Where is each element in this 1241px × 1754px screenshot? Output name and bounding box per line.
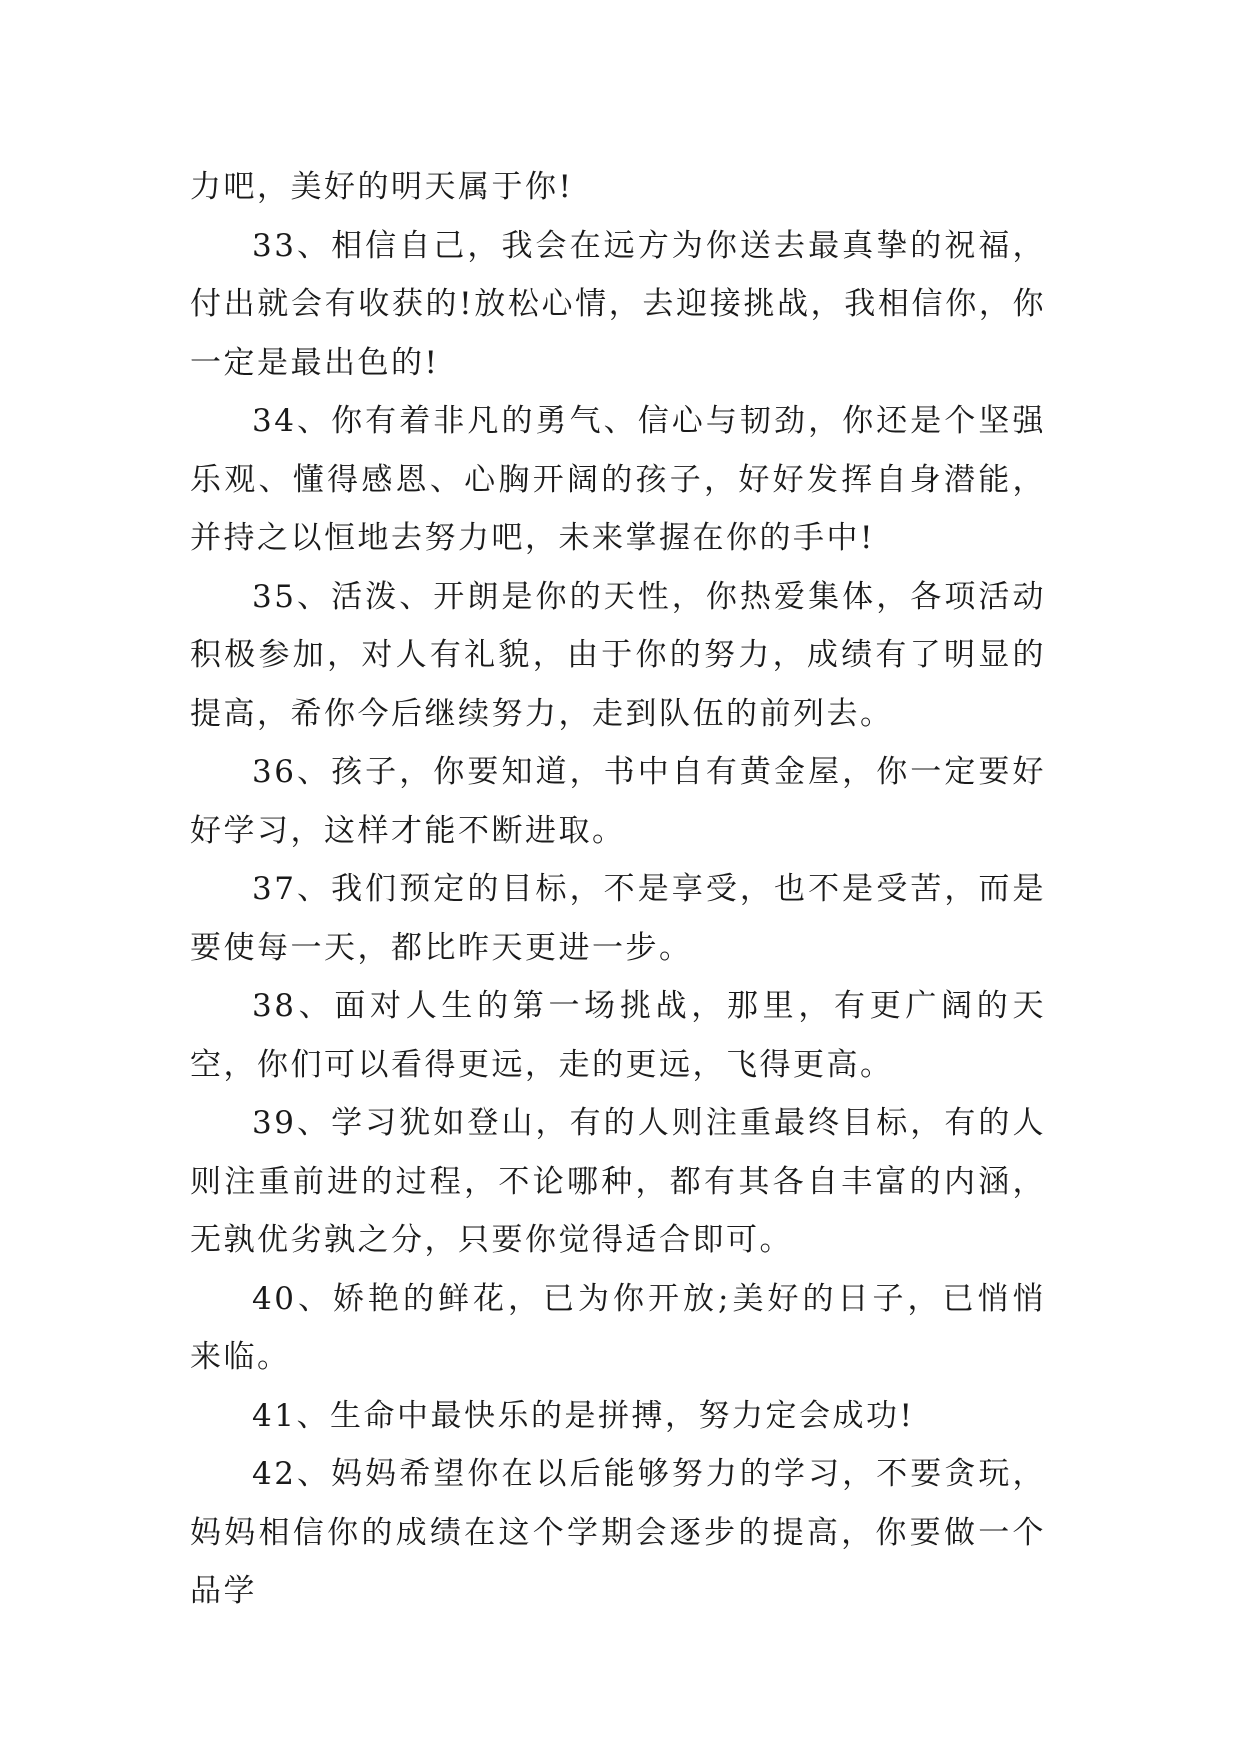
paragraph-40: 40、娇艳的鲜花，已为你开放;美好的日子，已悄悄来临。 (190, 1280, 1046, 1375)
paragraph-41: 41、生命中最快乐的是拼搏，努力定会成功! (252, 1397, 915, 1434)
paragraph-38: 38、面对人生的第一场挑战，那里，有更广阔的天空，你们可以看得更远，走的更远，飞得更高。 (190, 988, 1046, 1083)
paragraph-35: 35、活泼、开朗是你的天性，你热爱集体，各项活动积极参加，对人有礼貌，由于你的努力，成绩有了明显的提高，希你今后继续努力，走到队伍的前列去。 (190, 578, 1046, 732)
paragraph-37: 37、我们预定的目标，不是享受，也不是受苦，而是要使每一天，都比昨天更进一步。 (190, 871, 1046, 966)
paragraph-39: 39、学习犹如登山，有的人则注重最终目标，有的人则注重前进的过程，不论哪种，都有其各自丰富的内涵，无孰优劣孰之分，只要你觉得适合即可。 (190, 1105, 1046, 1258)
paragraph-33: 33、相信自己，我会在远方为你送去最真挚的祝福，付出就会有收获的!放松心情，去迎接挑战，我相信你，你一定是最出色的! (190, 227, 1046, 381)
paragraph-36: 36、孩子，你要知道，书中自有黄金屋，你一定要好好学习，这样才能不断进取。 (190, 754, 1046, 849)
paragraph-42: 42、妈妈希望你在以后能够努力的学习，不要贪玩，妈妈相信你的成绩在这个学期会逐步的提高，你要做一个品学 (190, 1456, 1046, 1609)
document-body (190, 158, 1046, 1621)
paragraph-34: 34、你有着非凡的勇气、信心与韧劲，你还是个坚强乐观、懂得感恩、心胸开阔的孩子，好好发挥自身潜能，并持之以恒地去努力吧，未来掌握在你的手中! (190, 403, 1046, 556)
paragraph-continued: 力吧，美好的明天属于你! (190, 169, 574, 205)
